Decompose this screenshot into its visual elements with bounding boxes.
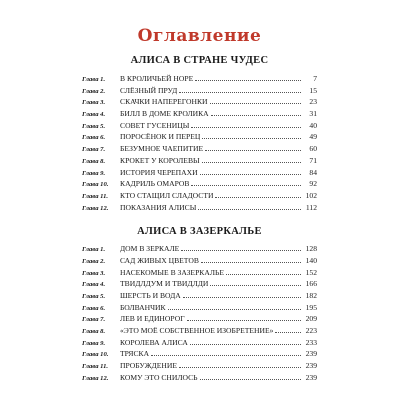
toc-entry	[82, 73, 317, 85]
chapter-title: ТРЯСКА	[120, 349, 150, 359]
toc-entry	[82, 202, 317, 214]
dot-leader	[211, 108, 301, 116]
chapter-list-wonderland	[82, 73, 317, 213]
toc-entry	[82, 348, 317, 360]
chapter-title: ИСТОРИЯ ЧЕРЕПАХИ	[120, 167, 198, 177]
chapter-label: Глава 3.	[82, 99, 106, 107]
chapter-label: Глава 9.	[82, 339, 106, 347]
chapter-title: КТО СТАЩИЛ СЛАДОСТИ	[120, 190, 214, 200]
chapter-label: Глава 10.	[82, 181, 109, 189]
dot-leader	[181, 243, 301, 251]
chapter-label: Глава 6.	[82, 304, 106, 312]
dot-leader	[187, 313, 301, 321]
chapter-label: Глава 7.	[82, 316, 106, 324]
chapter-page-number: 239	[305, 349, 317, 359]
chapter-title: БИЛЛ В ДОМЕ КРОЛИКА	[120, 109, 209, 119]
toc-entry	[82, 360, 317, 372]
chapter-page-number: 128	[305, 244, 317, 254]
toc-entry	[82, 190, 317, 202]
chapter-label: Глава 5.	[82, 122, 106, 130]
toc-entry	[82, 290, 317, 302]
dot-leader	[275, 325, 301, 333]
chapter-list-looking-glass	[82, 243, 317, 383]
dot-leader	[210, 96, 301, 104]
section-title-wonderland: АЛИСА В СТРАНЕ ЧУДЕС	[130, 55, 269, 66]
table-of-contents-page	[82, 26, 317, 384]
chapter-page-number: 102	[305, 190, 317, 200]
dot-leader	[202, 131, 301, 139]
chapter-title: КАДРИЛЬ ОМАРОВ	[120, 179, 190, 189]
toc-entry	[82, 85, 317, 97]
chapter-page-number: 239	[305, 361, 317, 371]
toc-entry	[82, 96, 317, 108]
chapter-page-number: 15	[309, 85, 317, 95]
dot-leader	[179, 360, 301, 368]
chapter-page-number: 112	[305, 202, 317, 212]
chapter-title: ПРОБУЖДЕНИЕ	[120, 361, 177, 371]
chapter-label: Глава 10.	[82, 351, 109, 359]
chapter-title: ЛЕВ И ЕДИНОРОГ	[120, 314, 185, 324]
toc-title: Оглавление	[137, 26, 262, 46]
chapter-page-number: 40	[309, 120, 317, 130]
toc-entry	[82, 267, 317, 279]
dot-leader	[200, 167, 301, 175]
toc-entry	[82, 278, 317, 290]
toc-entry	[82, 131, 317, 143]
chapter-page-number: 31	[309, 109, 317, 119]
chapter-label: Глава 12.	[82, 374, 109, 382]
dot-leader	[205, 143, 301, 151]
chapter-title: СЛЁЗНЫЙ ПРУД	[120, 85, 178, 95]
chapter-page-number: 152	[305, 267, 317, 277]
toc-entry	[82, 167, 317, 179]
chapter-label: Глава 9.	[82, 169, 106, 177]
dot-leader	[191, 120, 301, 128]
dot-leader	[210, 278, 301, 286]
chapter-label: Глава 8.	[82, 328, 106, 336]
chapter-title: САД ЖИВЫХ ЦВЕТОВ	[120, 255, 199, 265]
toc-entry	[82, 143, 317, 155]
chapter-title: КОРОЛЕВА АЛИСА	[120, 337, 188, 347]
chapter-label: Глава 12.	[82, 204, 109, 212]
chapter-page-number: 182	[305, 291, 317, 300]
chapter-label: Глава 11.	[82, 192, 109, 200]
chapter-title: НАСЕКОМЫЕ В ЗАЗЕРКАЛЬЕ	[120, 267, 224, 277]
chapter-title: ШЕРСТЬ И ВОДА	[120, 291, 181, 300]
chapter-label: Глава 1.	[82, 76, 106, 83]
dot-leader	[191, 178, 301, 186]
chapter-title: ТВИДЛДУМ И ТВИДЛДИ	[120, 279, 209, 289]
chapter-page-number: 92	[309, 179, 317, 189]
chapter-page-number: 223	[305, 326, 317, 336]
chapter-page-number: 71	[309, 155, 317, 165]
chapter-page-number: 195	[305, 302, 317, 312]
dot-leader	[195, 73, 301, 81]
chapter-page-number: 84	[309, 167, 317, 177]
dot-leader	[202, 155, 301, 163]
toc-entry	[82, 243, 317, 255]
dot-leader	[201, 255, 301, 263]
toc-entry	[82, 178, 317, 190]
chapter-title: ДОМ В ЗЕРКАЛЕ	[120, 244, 180, 254]
dot-leader	[200, 372, 301, 380]
dot-leader	[168, 302, 301, 310]
chapter-title: «ЭТО МОЁ СОБСТВЕННОЕ ИЗОБРЕТЕНИЕ»	[120, 326, 274, 336]
dot-leader	[226, 267, 301, 275]
toc-entry	[82, 337, 317, 349]
chapter-title: БОЛВАНЧИК	[120, 302, 166, 312]
toc-entry	[82, 155, 317, 167]
chapter-title: СОВЕТ ГУСЕНИЦЫ	[120, 120, 190, 130]
chapter-label: Глава 11.	[82, 363, 109, 371]
toc-entry	[82, 302, 317, 314]
chapter-page-number: 49	[309, 132, 317, 142]
chapter-label: Глава 4.	[82, 111, 106, 119]
chapter-title: БЕЗУМНОЕ ЧАЕПИТИЕ	[120, 144, 204, 154]
toc-entry	[82, 313, 317, 325]
toc-entry	[82, 372, 317, 384]
chapter-page-number: 60	[309, 144, 317, 154]
chapter-label: Глава 8.	[82, 157, 106, 165]
chapter-page-number: 166	[305, 279, 317, 289]
dot-leader	[179, 85, 301, 93]
chapter-page-number: 239	[305, 372, 317, 382]
dot-leader	[151, 348, 301, 356]
chapter-title: КРОКЕТ У КОРОЛЕВЫ	[120, 155, 200, 165]
chapter-title: В КРОЛИЧЬЕЙ НОРЕ	[120, 74, 194, 83]
chapter-page-number: 209	[305, 314, 317, 324]
chapter-title: ПОКАЗАНИЯ АЛИСЫ	[120, 202, 197, 212]
dot-leader	[183, 290, 301, 298]
chapter-label: Глава 2.	[82, 87, 106, 95]
chapter-label: Глава 7.	[82, 146, 106, 154]
chapter-label: Глава 4.	[82, 281, 106, 289]
toc-entry	[82, 325, 317, 337]
dot-leader	[215, 190, 301, 198]
chapter-label: Глава 5.	[82, 293, 106, 300]
chapter-title: КОМУ ЭТО СНИЛОСЬ	[120, 372, 198, 382]
section-title-looking-glass: АЛИСА В ЗАЗЕРКАЛЬЕ	[137, 226, 262, 238]
dot-leader	[198, 202, 301, 210]
chapter-page-number: 140	[305, 255, 317, 265]
toc-entry	[82, 255, 317, 267]
chapter-label: Глава 6.	[82, 134, 106, 142]
chapter-page-number: 23	[309, 97, 317, 107]
chapter-page-number: 233	[305, 337, 317, 347]
toc-entry	[82, 108, 317, 120]
chapter-title: ПОРОСЁНОК И ПЕРЕЦ	[120, 132, 201, 142]
toc-entry	[82, 120, 317, 132]
chapter-label: Глава 3.	[82, 269, 106, 277]
chapter-page-number: 7	[313, 74, 317, 83]
chapter-label: Глава 1.	[82, 246, 106, 254]
dot-leader	[190, 337, 301, 345]
chapter-title: СКАЧКИ НАПЕРЕГОНКИ	[120, 97, 208, 107]
chapter-label: Глава 2.	[82, 257, 106, 265]
